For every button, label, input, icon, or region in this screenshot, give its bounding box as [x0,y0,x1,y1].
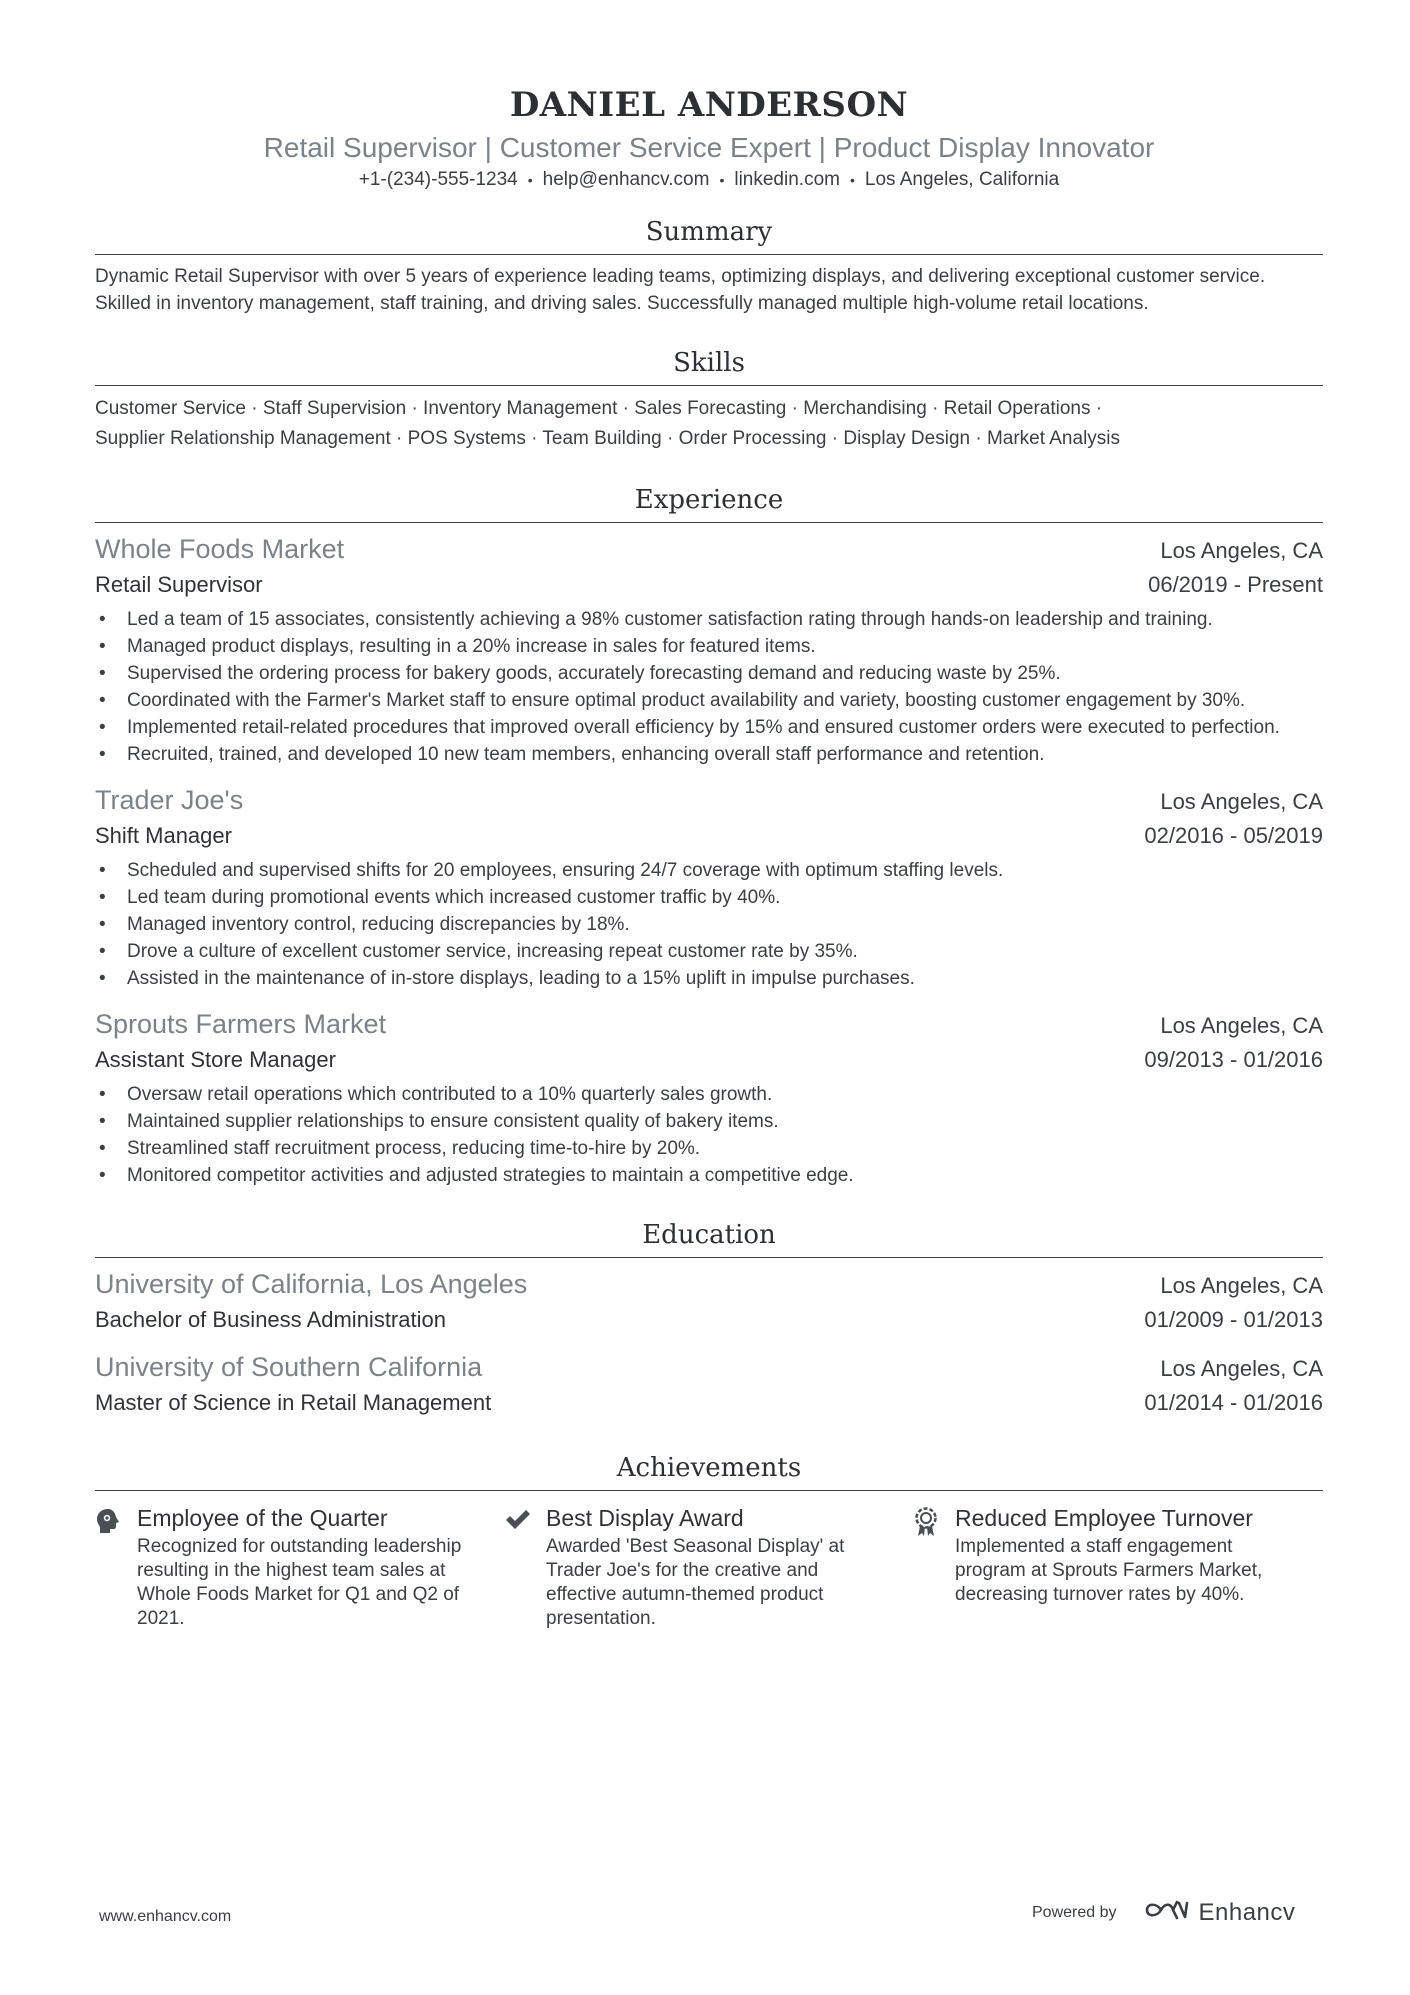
brand-name: Enhancv [1198,1898,1296,1926]
enhancv-logo-icon [1143,1898,1189,1927]
experience-section [95,482,1323,1189]
achievements-grid [95,1501,1323,1631]
powered-by-label: Powered by [1032,1903,1117,1921]
separator: • [527,172,533,188]
education-dates: 01/2014 - 01/2016 [1144,1390,1323,1416]
resume-page [95,80,1323,1631]
list-item: • Assisted in the maintenance of in-store displays, leading to a 15% uplift in impulse purchases. [95,965,1323,992]
degree: Bachelor of Business Administration [95,1307,446,1333]
list-item: • Supervised the ordering process for bakery goods, accurately forecasting demand and reducing waste by 25%. [95,660,1323,687]
email[interactable]: help@enhancv.com [542,169,710,191]
section-title: Education [95,1217,1323,1258]
skills-line: Supplier Relationship Management · POS Systems · Team Building · Order Processing · Display Design · Market Analysis [95,428,1121,450]
job-dates: 09/2013 - 01/2016 [1144,1047,1323,1073]
section-title: Experience [95,482,1323,523]
list-item: • Implemented retail-related procedures that improved overall efficiency by 15% and ensured customer orders were executed to perfection. [95,714,1323,741]
skills-section [95,345,1323,454]
separator: • [719,172,725,188]
phone[interactable]: +1-(234)-555-1234 [358,169,518,191]
list-item: • Oversaw retail operations which contributed to a 10% quarterly sales growth. [95,1081,1323,1108]
school-location: Los Angeles, CA [1160,1356,1323,1382]
section-title: Achievements [95,1450,1323,1491]
summary-text: Dynamic Retail Supervisor with over 5 years of experience leading teams, optimizing displays, and delivering exceptional customer service. Skilled in inventory management, staff training, and driving sales. Successfully managed multiple high-volume retail locations. [95,266,1266,315]
education-section [95,1217,1323,1420]
job-bullets [95,1081,1323,1189]
achievement-description: Recognized for outstanding leadership resulting in the highest team sales at Whole Foods Market for Q1 and Q2 of 2021. [137,1536,462,1630]
headline: Retail Supervisor | Customer Service Expert | Product Display Innovator [263,132,1155,163]
company-name: Sprouts Farmers Market [95,1009,387,1040]
job-location: Los Angeles, CA [1160,1013,1323,1039]
list-item: • Recruited, trained, and developed 10 new team members, enhancing overall staff performance and retention. [95,741,1323,768]
school-name: University of California, Los Angeles [95,1269,528,1300]
achievement-item [913,1501,1322,1631]
job-location: Los Angeles, CA [1160,538,1323,564]
contact-line [95,166,1323,194]
job-title: Retail Supervisor [95,572,263,598]
award-badge-icon [913,1501,955,1631]
skills-list [95,394,1323,454]
list-item: • Streamlined staff recruitment process, reducing time-to-hire by 20%. [95,1135,1323,1162]
candidate-name: DANIEL ANDERSON [509,85,909,125]
school-name: University of Southern California [95,1352,483,1383]
footer-branding [1032,1898,1295,1927]
list-item: • Managed inventory control, reducing discrepancies by 18%. [95,911,1323,938]
head-idea-icon [95,1501,137,1631]
degree: Master of Science in Retail Management [95,1390,492,1416]
achievements-section [95,1450,1323,1631]
company-name: Whole Foods Market [95,534,345,565]
achievement-description: Implemented a staff engagement program at Sprouts Farmers Market, decreasing turnover rates by 40%. [955,1536,1263,1606]
linkedin[interactable]: linkedin.com [734,169,840,191]
job-entry [95,1006,1323,1189]
section-title: Skills [95,345,1323,386]
achievement-title: Reduced Employee Turnover [955,1505,1253,1532]
achievement-title: Best Display Award [546,1505,744,1532]
list-item: • Coordinated with the Farmer's Market staff to ensure optimal product availability and variety, boosting customer engagement by 30%. [95,687,1323,714]
footer-website[interactable]: www.enhancv.com [99,1908,232,1925]
job-dates: 02/2016 - 05/2019 [1144,823,1323,849]
achievement-description: Awarded 'Best Seasonal Display' at Trader Joe's for the creative and effective autumn-themed product presentation. [546,1536,845,1630]
list-item: • Maintained supplier relationships to ensure consistent quality of bakery items. [95,1108,1323,1135]
summary-section [95,214,1323,317]
section-title: Summary [95,214,1323,255]
list-item: • Drove a culture of excellent customer service, increasing repeat customer rate by 35%. [95,938,1323,965]
job-dates: 06/2019 - Present [1148,572,1323,598]
achievement-item [504,1501,913,1631]
job-title: Assistant Store Manager [95,1047,336,1073]
education-entry [95,1349,1323,1420]
job-entry [95,782,1323,992]
company-name: Trader Joe's [95,785,244,816]
education-dates: 01/2009 - 01/2013 [1144,1307,1323,1333]
job-bullets [95,606,1323,768]
list-item: • Managed product displays, resulting in a 20% increase in sales for featured items. [95,633,1323,660]
job-location: Los Angeles, CA [1160,789,1323,815]
list-item: • Scheduled and supervised shifts for 20 employees, ensuring 24/7 coverage with optimum staffing levels. [95,857,1323,884]
location: Los Angeles, California [864,169,1060,191]
school-location: Los Angeles, CA [1160,1273,1323,1299]
list-item: • Led a team of 15 associates, consistently achieving a 98% customer satisfaction rating through hands-on leadership and training. [95,606,1323,633]
job-entry [95,531,1323,768]
list-item: • Monitored competitor activities and adjusted strategies to maintain a competitive edge. [95,1162,1323,1189]
education-entry [95,1266,1323,1337]
job-title: Shift Manager [95,823,232,849]
achievement-item [95,1501,504,1631]
list-item: • Led team during promotional events which increased customer traffic by 40%. [95,884,1323,911]
job-bullets [95,857,1323,992]
separator: • [849,172,855,188]
checkmark-icon [504,1501,546,1631]
achievement-title: Employee of the Quarter [137,1505,388,1532]
skills-line: Customer Service · Staff Supervision · Inventory Management · Sales Forecasting · Merchandising · Retail Operations · [95,398,1103,420]
